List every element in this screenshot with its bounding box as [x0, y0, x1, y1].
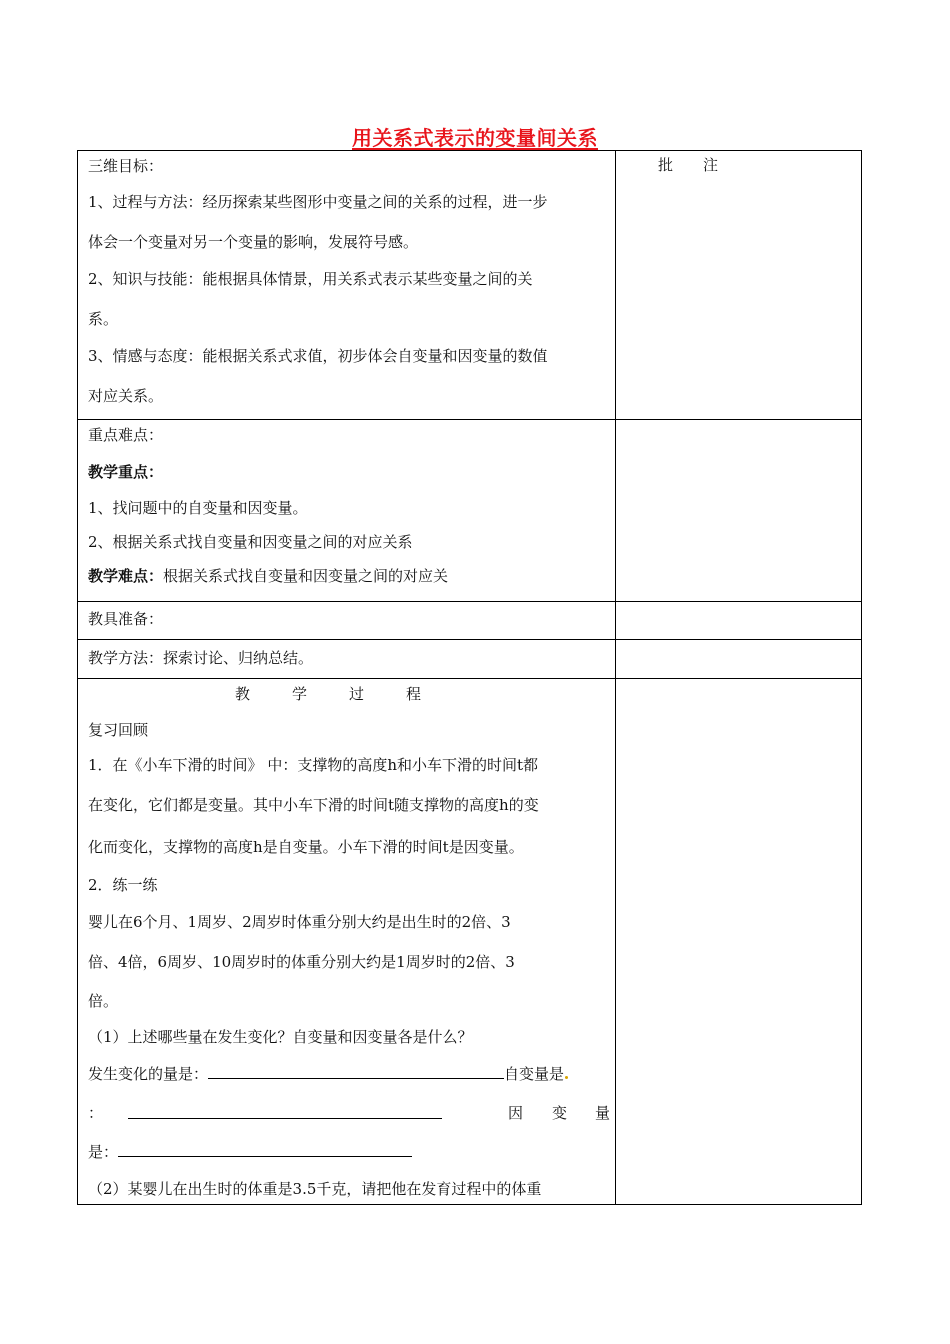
independent-label: 自变量是: [504, 1065, 565, 1083]
review-heading: 复习回顾: [88, 721, 149, 739]
objective-line: 2、知识与技能：能根据具体情景，用关系式表示某些变量之间的关: [88, 270, 533, 288]
difficulty-line: [88, 565, 448, 586]
q2-line: 倍、4倍，6周岁、10周岁时的体重分别大约是1周岁时的2倍、3: [88, 953, 515, 971]
mark-dot: [565, 1076, 568, 1079]
focus-label: 教学重点：: [88, 463, 164, 481]
q2-line: 倍。: [88, 992, 119, 1010]
dependent-end-label: 是：: [88, 1143, 119, 1161]
keypoints-heading: 重点难点：: [88, 426, 164, 444]
row-divider: [77, 601, 862, 602]
lesson-plan-table: 批 注 三维目标： 1、过程与方法：经历探索某些图形中变量之间的关系的过程，进一步 体会一个变量对另一个变量的影响，发展符号感。 2、知识与技能：能根据具体情景，用关系式表示某些变量之间的关 系。 3、情感与态度：能根据关系式求值，初步体会自变量和因变量的数值 对应关系。 重点难点： 教学重点： 1、找问题中的自变量和因变量。 2、根据关系式找自变量和因变量之间的对应关系 教学难点：根据关系式找自变量和因变量之间的对应关 教具准备： 教学方法：探索讨论、归纳总结。 教学过程 复习回顾 1．在《小车下滑的时间》 中：支撑物的高度h和小车下滑的时间t都 在变化，它们都是变量。其中小车下滑的时间t随支撑物的高度h的变 化而变化，支撑物的高度h是自变量。小车下滑的时间t是因变量。 2．练一练 婴儿在6个月、1周岁、2周岁时体重分别大约是出生时的2倍、3 倍、4倍，6周岁、10周岁时的体重分别大约是1周岁时的2倍、3 倍。 （1）上述哪些量在发生变化？自变量和因变量各是什么？ 发生变化的量是： 自变量是 ： 因 变 量 是： （2）某婴儿在出生时的体重是3.5千克，请把他在发育过程中的体重: [77, 150, 862, 1204]
q2-title: 2．练一练: [88, 876, 158, 894]
objective-line: 体会一个变量对另一个变量的影响，发展符号感。: [88, 233, 419, 251]
dependent-blank-line: [88, 1141, 412, 1162]
dependent-var-blank[interactable]: [118, 1142, 412, 1157]
q1-line: 1．在《小车下滑的时间》 中：支撑物的高度h和小车下滑的时间t都: [88, 756, 539, 774]
tools-label: 教具准备：: [88, 610, 164, 628]
row-divider: [77, 678, 862, 679]
process-heading: 教学过程: [234, 685, 463, 703]
changing-label: 发生变化的量是：: [88, 1065, 209, 1083]
objective-line: 3、情感与态度：能根据关系式求值，初步体会自变量和因变量的数值: [88, 347, 548, 365]
independent-var-blank[interactable]: [128, 1104, 442, 1119]
row-divider: [77, 419, 862, 420]
sub-question-1: （1）上述哪些量在发生变化？自变量和因变量各是什么？: [88, 1028, 473, 1046]
objective-line: 对应关系。: [88, 387, 164, 405]
method-text: 教学方法：探索讨论、归纳总结。: [88, 649, 314, 667]
colon-text: ：: [88, 1104, 104, 1122]
objective-line: 1、过程与方法：经历探索某些图形中变量之间的关系的过程，进一步: [88, 193, 548, 211]
row-divider: [77, 639, 862, 640]
table-border-top: [77, 150, 862, 151]
focus-item: 1、找问题中的自变量和因变量。: [88, 499, 308, 517]
q1-line: 在变化，它们都是变量。其中小车下滑的时间t随支撑物的高度h的变: [88, 796, 539, 814]
objective-line: 系。: [88, 310, 119, 328]
focus-item: 2、根据关系式找自变量和因变量之间的对应关系: [88, 533, 413, 551]
difficulty-text: 根据关系式找自变量和因变量之间的对应关: [163, 567, 449, 585]
changing-vars-blank[interactable]: [208, 1064, 504, 1079]
q1-line: 化而变化，支撑物的高度h是自变量。小车下滑的时间t是因变量。: [88, 838, 524, 856]
table-border-bottom: [77, 1204, 862, 1205]
objectives-heading: 三维目标：: [88, 157, 164, 175]
notes-column-header: 批 注: [658, 156, 719, 174]
difficulty-label: 教学难点：: [88, 567, 164, 585]
changing-vars-line: [88, 1063, 569, 1084]
sub-question-2: （2）某婴儿在出生时的体重是3.5千克，请把他在发育过程中的体重: [88, 1180, 542, 1198]
page-title: 用关系式表示的变量间关系: [352, 126, 598, 150]
q2-line: 婴儿在6个月、1周岁、2周岁时体重分别大约是出生时的2倍、3: [88, 913, 511, 931]
